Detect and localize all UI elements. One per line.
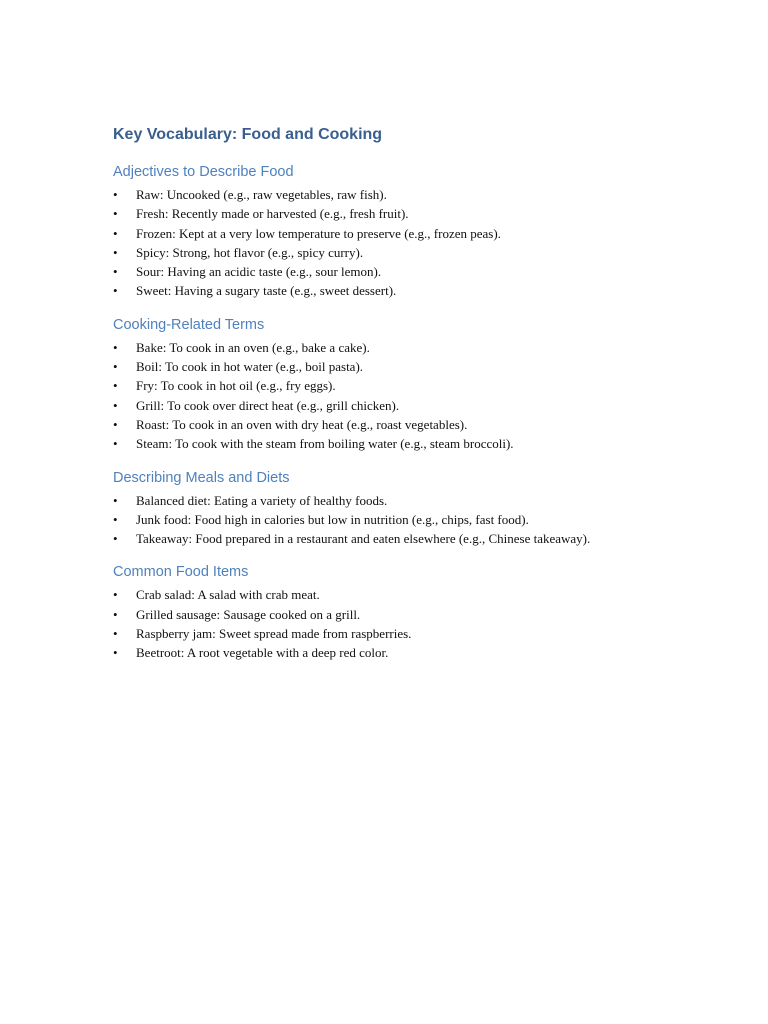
list-item-text: Bake: To cook in an oven (e.g., bake a cake). [136,339,370,355]
bullet-icon: • [113,626,118,642]
list-item [113,185,713,204]
document-content [113,124,713,677]
list-item [113,281,713,300]
list-item-text: Grilled sausage: Sausage cooked on a grill. [136,606,361,622]
bullet-icon: • [113,531,118,547]
section-common-food-items [113,562,713,662]
list-item-text: Raspberry jam: Sweet spread made from raspberries. [136,626,412,642]
bullet-list [113,491,713,549]
list-item-text: Roast: To cook in an oven with dry heat (e.g., roast vegetables). [136,416,468,432]
bullet-icon: • [113,339,118,355]
bullet-icon: • [113,511,118,527]
bullet-icon: • [113,645,118,661]
list-item-text: Steam: To cook with the steam from boiling water (e.g., steam broccoli). [136,436,514,452]
list-item [113,357,713,376]
list-item-text: Fry: To cook in hot oil (e.g., fry eggs). [136,378,336,394]
list-item [113,415,713,434]
bullet-icon: • [113,587,118,603]
bullet-icon: • [113,283,118,299]
list-item [113,224,713,243]
list-item [113,204,713,223]
list-item-text: Raw: Uncooked (e.g., raw vegetables, raw fish). [136,187,387,202]
bullet-icon: • [113,264,118,280]
bullet-list [113,185,713,301]
list-item-text: Beetroot: A root vegetable with a deep red color. [136,645,389,661]
list-item [113,605,713,624]
list-item-text: Takeaway: Food prepared in a restaurant and eaten elsewhere (e.g., Chinese takeaway). [136,531,591,547]
list-item [113,376,713,395]
bullet-list [113,585,713,662]
bullet-icon: • [113,359,118,375]
list-item-text: Fresh: Recently made or harvested (e.g., fresh fruit). [136,206,409,222]
section-cooking-terms [113,315,713,454]
list-item [113,396,713,415]
list-item [113,510,713,529]
section-adjectives [113,162,713,301]
section-heading: Cooking-Related Terms [113,316,265,333]
bullet-icon: • [113,397,118,413]
list-item [113,491,713,510]
bullet-icon: • [113,606,118,622]
list-item-text: Balanced diet: Eating a variety of healthy foods. [136,492,388,508]
bullet-icon: • [113,206,118,222]
section-meals-diets [113,468,713,549]
list-item [113,338,713,357]
bullet-icon: • [113,416,118,432]
bullet-list [113,338,713,454]
bullet-icon: • [113,492,118,508]
bullet-icon: • [113,225,118,241]
list-item-text: Boil: To cook in hot water (e.g., boil pasta). [136,359,364,375]
section-heading: Describing Meals and Diets [113,469,290,486]
list-item [113,262,713,281]
list-item-text: Grill: To cook over direct heat (e.g., grill chicken). [136,397,400,413]
list-item-text: Frozen: Kept at a very low temperature to preserve (e.g., frozen peas). [136,225,501,241]
list-item-text: Spicy: Strong, hot flavor (e.g., spicy curry). [136,244,364,260]
list-item [113,585,713,604]
section-heading: Common Food Items [113,564,249,581]
list-item-text: Sweet: Having a sugary taste (e.g., sweet dessert). [136,283,397,299]
bullet-icon: • [113,378,118,394]
bullet-icon: • [113,187,118,202]
section-heading: Adjectives to Describe Food [113,164,294,180]
list-item [113,529,713,548]
bullet-icon: • [113,244,118,260]
document-title: Key Vocabulary: Food and Cooking [113,126,383,143]
list-item-text: Crab salad: A salad with crab meat. [136,587,320,603]
list-item [113,434,713,453]
list-item [113,243,713,262]
list-item [113,643,713,662]
list-item-text: Junk food: Food high in calories but low in nutrition (e.g., chips, fast food). [136,511,529,527]
list-item [113,624,713,643]
bullet-icon: • [113,436,118,452]
list-item-text: Sour: Having an acidic taste (e.g., sour lemon). [136,264,382,280]
